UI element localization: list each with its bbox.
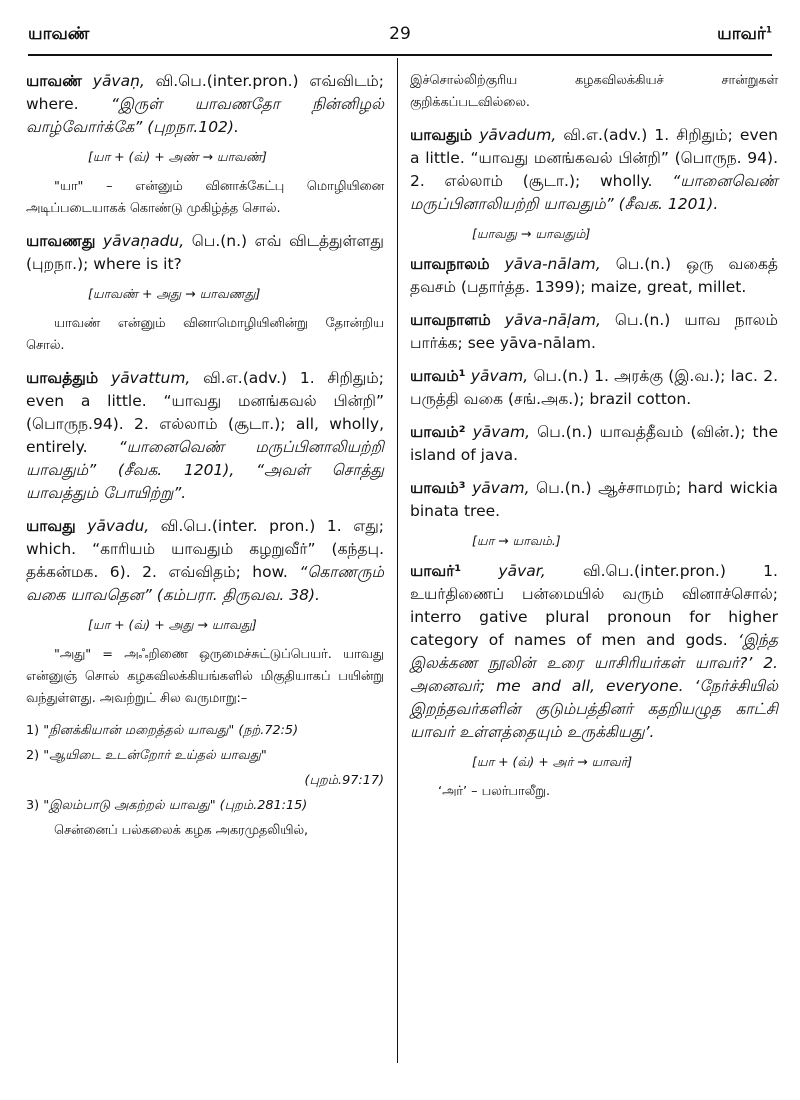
header-right-guideword: யாவர்$^1$ [717,24,772,44]
definition: பெ.(n.) யாவ நாலம் பார்க்க; see yāva-nālam. [410,311,778,352]
headword: யாவத்தும் [26,369,99,387]
headword: யாவண் [26,72,82,90]
etymology: [யாவண் + அது → யாவணது] [88,286,261,301]
etymology: [யாவது → யாவதும்] [472,226,591,241]
definition: பெ.(n.) 1. அரக்கு (இ.வ.); lac. 2. பருத்தி வகை (சங்.அக.); brazil cotton. [410,367,778,408]
dictionary-entry [410,421,778,467]
transliteration: yāvam, [470,367,529,385]
transliteration: yāva-nāḷam, [504,311,601,329]
dictionary-entry [26,515,384,607]
transliteration: yāvam, [472,423,530,441]
dictionary-entry [410,560,778,744]
transliteration: yāvattum, [111,369,191,387]
usage-note: யாவண் என்னும் வினாமொழியினின்று தோன்றிய சொல். [26,316,384,353]
dictionary-entry [410,253,778,299]
transliteration: yāva-nālam, [504,255,601,273]
headword: யாவணது [26,232,96,250]
quotation-item: 2) "ஆயிடை உடன்றோர் உய்தல் யாவது" [26,748,267,763]
transliteration: yāvam, [472,479,530,497]
usage-note: "யா" – என்னும் வினாக்கேட்பு மொழியினை அடிப்படையாகக் கொண்டு முகிழ்த்த சொல். [26,179,384,216]
header-rule [28,54,772,56]
citation: “யானைவெண் மருப்பினாலியற்றி யாவதும்” (சீவக. 1201), “அவள் சொத்து யாவத்தும் போயிற்று”. [26,438,384,502]
header-left-guideword: யாவண் [28,24,90,44]
definition: பெ.(n.) ஒரு வகைத் தவசம் (பதார்த்த. 1399); maize, great, millet. [410,255,778,296]
definition: வி.பெ.(inter.pron.) 1. உயர்திணைப் பன்மையில் வரும் வினாச்சொல்; interro gative plural pronoun for higher category of names of men and gods. [410,562,778,649]
transliteration: yāvar, [498,562,546,580]
etymology: [யா + (வ்) + அண் → யாவண்] [88,149,267,164]
citation: “யானைவெண் மருப்பினாலியற்றி யாவதும்” (சீவக. 1201). [410,172,778,213]
citation: “கொணரும் வகை யாவதென” (கம்பரா. திருவவ. 38). [26,563,384,604]
dictionary-entry [410,124,778,216]
transliteration: yāvadum, [479,126,557,144]
headword: யாவம்² [410,423,466,441]
transliteration: yāvaṇadu, [102,232,185,250]
usage-note: ‘அர்’ – பலர்பாலீறு. [438,784,551,799]
page-header [28,24,772,54]
headword: யாவநாளம் [410,311,491,329]
quotation-item: 1) "நினக்கியான் மறைத்தல் யாவது" (நற்.72:5) [26,723,299,738]
dictionary-entry [410,365,778,411]
etymology: [யா + (வ்) + அது → யாவது] [88,617,257,632]
headword: யாவர்¹ [410,562,462,580]
quotation-reference: (புறம்.97:17) [304,773,384,788]
transliteration: yāvaṇ, [92,72,145,90]
headword: யாவதும் [410,126,473,144]
citation: ‘இந்த இலக்கண நூலின் உரை யாசிரியர்கள் யாவர்?’ 2. அனைவர்; me and all, everyone. ‘நேர்ச்சியில் இறந்தவர்களின் குடும்பத்தினர் கதறியழுத காட்சி யாவர் உள்ளத்தையும் உருக்கியது’. [410,631,778,741]
headword: யாவம்³ [410,479,466,497]
citation: “இருள் யாவணதோ நின்னிழல் வாழ்வோர்க்கே” (புறநா.102). [26,95,384,136]
transliteration: yāvadu, [87,517,150,535]
continuation-text: சென்னைப் பல்கலைக் கழக அகரமுதலியில், [54,823,309,838]
quotation-item: 3) "இலம்பாடு அகற்றல் யாவது" (புறம்.281:15) [26,798,308,813]
dictionary-entry [26,70,384,139]
etymology: [யா + (வ்) + அர் → யாவர்] [472,754,633,769]
dictionary-entry [26,230,384,276]
quotation-list [26,720,384,816]
headword: யாவது [26,517,76,535]
dictionary-entry [410,309,778,355]
definition: வி.பெ.(inter. pron.) 1. எது; which. “காரியம் யாவதும் கழறுவீர்” (கந்தபு. தக்கன்மக. 6). 2. எவ்விதம்; how. [26,517,384,581]
definition: பெ.(n.) யாவத்தீவம் (வின்.); the island of java. [410,423,778,464]
left-column [26,70,384,852]
dictionary-entry [26,367,384,505]
headword: யாவநாலம் [410,255,490,273]
definition: வி.எ.(adv.) 1. சிறிதும்; even a little. “யாவது மனங்கவல் பின்றி” (பொருந. 94). 2. எல்லாம் (சூடா.); wholly. [410,126,778,190]
definition: வி.எ.(adv.) 1. சிறிதும்; even a little. “யாவது மனங்கவல் பின்றி” (பொருந.94). 2. எல்லாம் (சூடா.); all, wholly, entirely. [26,369,385,456]
dictionary-entry [410,477,778,523]
column-divider [397,58,398,1063]
definition: பெ.(n.) எவ் விடத்துள்ளது (புறநா.); where is it? [26,232,384,273]
right-column [410,70,778,813]
usage-note: "அது" = அஃறிணை ஒருமைச்சுட்டுப்பெயர். யாவது என்னுஞ் சொல் கழகவிலக்கியங்களில் மிகுதியாகப் பயின்று வந்துள்ளது. அவற்றுட் சில வருமாறு:– [26,647,384,706]
definition: பெ.(n.) ஆச்சாமரம்; hard wickia binata tree. [410,479,778,520]
page-number: 29 [389,24,411,44]
continued-note: இச்சொல்லிற்குரிய கழகவிலக்கியச் சான்றுகள் குறிக்கப்படவில்லை. [410,73,778,110]
etymology: [யா → யாவம்.] [472,533,561,548]
headword: யாவம்¹ [410,367,466,385]
definition: வி.பெ.(inter.pron.) எவ்விடம்; where. [26,72,384,113]
